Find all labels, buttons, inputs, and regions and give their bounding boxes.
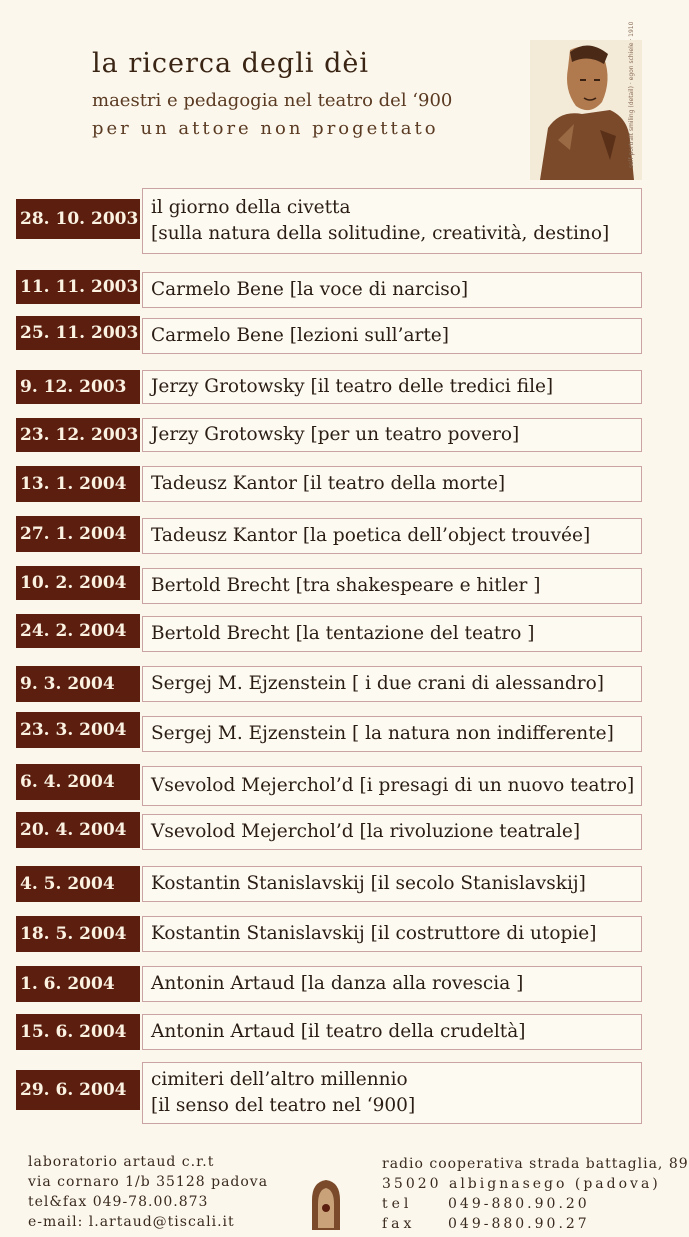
radio-city: 35020 albignasego (padova) [382, 1176, 661, 1192]
organizer-email: e-mail: l.artaud@tiscali.it [28, 1214, 235, 1230]
lantern-logo-icon [308, 1178, 344, 1232]
event-title-box [142, 188, 642, 254]
event-date: 25. 11. 2003 [16, 316, 140, 350]
event-date: 6. 4. 2004 [16, 764, 140, 800]
event-title-box [142, 568, 642, 604]
event-title-box [142, 716, 642, 752]
tel-label: tel [382, 1196, 413, 1212]
radio-address: radio cooperativa strada battaglia, 89 [382, 1156, 689, 1172]
organizer-contact [28, 1152, 268, 1232]
event-title-box [142, 1062, 642, 1124]
event-title-box [142, 518, 642, 554]
event-title: Antonin Artaud [la danza alla rovescia ] [151, 973, 524, 994]
event-title-box [142, 966, 642, 1002]
event-title: Kostantin Stanislavskij [il secolo Stanislavskij] [151, 873, 586, 894]
event-date: 9. 3. 2004 [16, 666, 140, 702]
event-title-box [142, 370, 642, 404]
event-date: 11. 11. 2003 [16, 270, 140, 304]
event-title-box [142, 916, 642, 952]
page-title: la ricerca degli dèi [92, 48, 369, 79]
event-date: 23. 12. 2003 [16, 418, 140, 452]
event-title-box [142, 272, 642, 308]
page-tagline: per un attore non progettato [92, 118, 439, 139]
event-title-box [142, 766, 642, 806]
event-title: Jerzy Grotowsky [il teatro delle tredici file] [151, 376, 554, 397]
event-date: 9. 12. 2003 [16, 370, 140, 404]
radio-phone: 049-880.90.20 [448, 1196, 590, 1212]
page-subtitle: maestri e pedagogia nel teatro del ‘900 [92, 90, 453, 111]
event-title-box [142, 1014, 642, 1050]
event-title: Antonin Artaud [il teatro della crudeltà] [151, 1021, 526, 1042]
event-title-box [142, 814, 642, 850]
event-date: 20. 4. 2004 [16, 812, 140, 848]
event-subtitle: [il senso del teatro nel ‘900] [151, 1095, 416, 1116]
event-date: 15. 6. 2004 [16, 1014, 140, 1050]
event-title-box [142, 318, 642, 354]
radio-fax-line [382, 1214, 689, 1234]
event-date: 24. 2. 2004 [16, 614, 140, 648]
event-title: Vsevolod Mejerchol’d [la rivoluzione teatrale] [151, 821, 581, 842]
event-title-box [142, 866, 642, 902]
event-date: 4. 5. 2004 [16, 866, 140, 902]
radio-fax: 049-880.90.27 [448, 1216, 590, 1232]
event-title: Sergej M. Ejzenstein [ i due crani di alessandro] [151, 673, 604, 694]
event-title: Sergej M. Ejzenstein [ la natura non indifferente] [151, 723, 614, 744]
event-title: il giorno della civetta [151, 197, 351, 218]
event-title: Bertold Brecht [tra shakespeare e hitler ] [151, 575, 541, 596]
fax-label: fax [382, 1216, 416, 1232]
event-date: 29. 6. 2004 [16, 1070, 140, 1110]
radio-phone-line [382, 1194, 689, 1214]
event-date: 10. 2. 2004 [16, 566, 140, 600]
image-credit: self portrait smiling (detail) · egon schiele · 1910 [628, 21, 635, 168]
event-title: Bertold Brecht [la tentazione del teatro ] [151, 623, 535, 644]
event-date: 13. 1. 2004 [16, 466, 140, 502]
radio-contact [382, 1154, 689, 1234]
event-date: 27. 1. 2004 [16, 516, 140, 552]
organizer-address: via cornaro 1/b 35128 padova [28, 1174, 269, 1190]
event-title: Tadeusz Kantor [la poetica dell’object trouvée] [151, 525, 591, 546]
event-title: cimiteri dell’altro millennio [151, 1069, 408, 1090]
event-title-box [142, 616, 642, 652]
event-title-box [142, 466, 642, 502]
organizer-phone: tel&fax 049-78.00.873 [28, 1194, 209, 1210]
event-date: 23. 3. 2004 [16, 712, 140, 748]
event-title: Jerzy Grotowsky [per un teatro povero] [151, 424, 520, 445]
portrait-drawing [530, 21, 642, 180]
event-date: 28. 10. 2003 [16, 199, 140, 239]
event-date: 1. 6. 2004 [16, 966, 140, 1002]
event-title: Tadeusz Kantor [il teatro della morte] [151, 473, 506, 494]
event-title: Vsevolod Mejerchol’d [i presagi di un nuovo teatro] [151, 775, 635, 796]
organizer-name: laboratorio artaud c.r.t [28, 1154, 215, 1170]
event-title: Kostantin Stanislavskij [il costruttore di utopie] [151, 923, 597, 944]
event-title-box [142, 418, 642, 452]
portrait-image [530, 21, 642, 180]
event-title-box [142, 666, 642, 702]
event-date: 18. 5. 2004 [16, 916, 140, 952]
event-title: Carmelo Bene [lezioni sull’arte] [151, 325, 449, 346]
event-title: Carmelo Bene [la voce di narciso] [151, 279, 469, 300]
event-subtitle: [sulla natura della solitudine, creatività, destino] [151, 223, 610, 244]
